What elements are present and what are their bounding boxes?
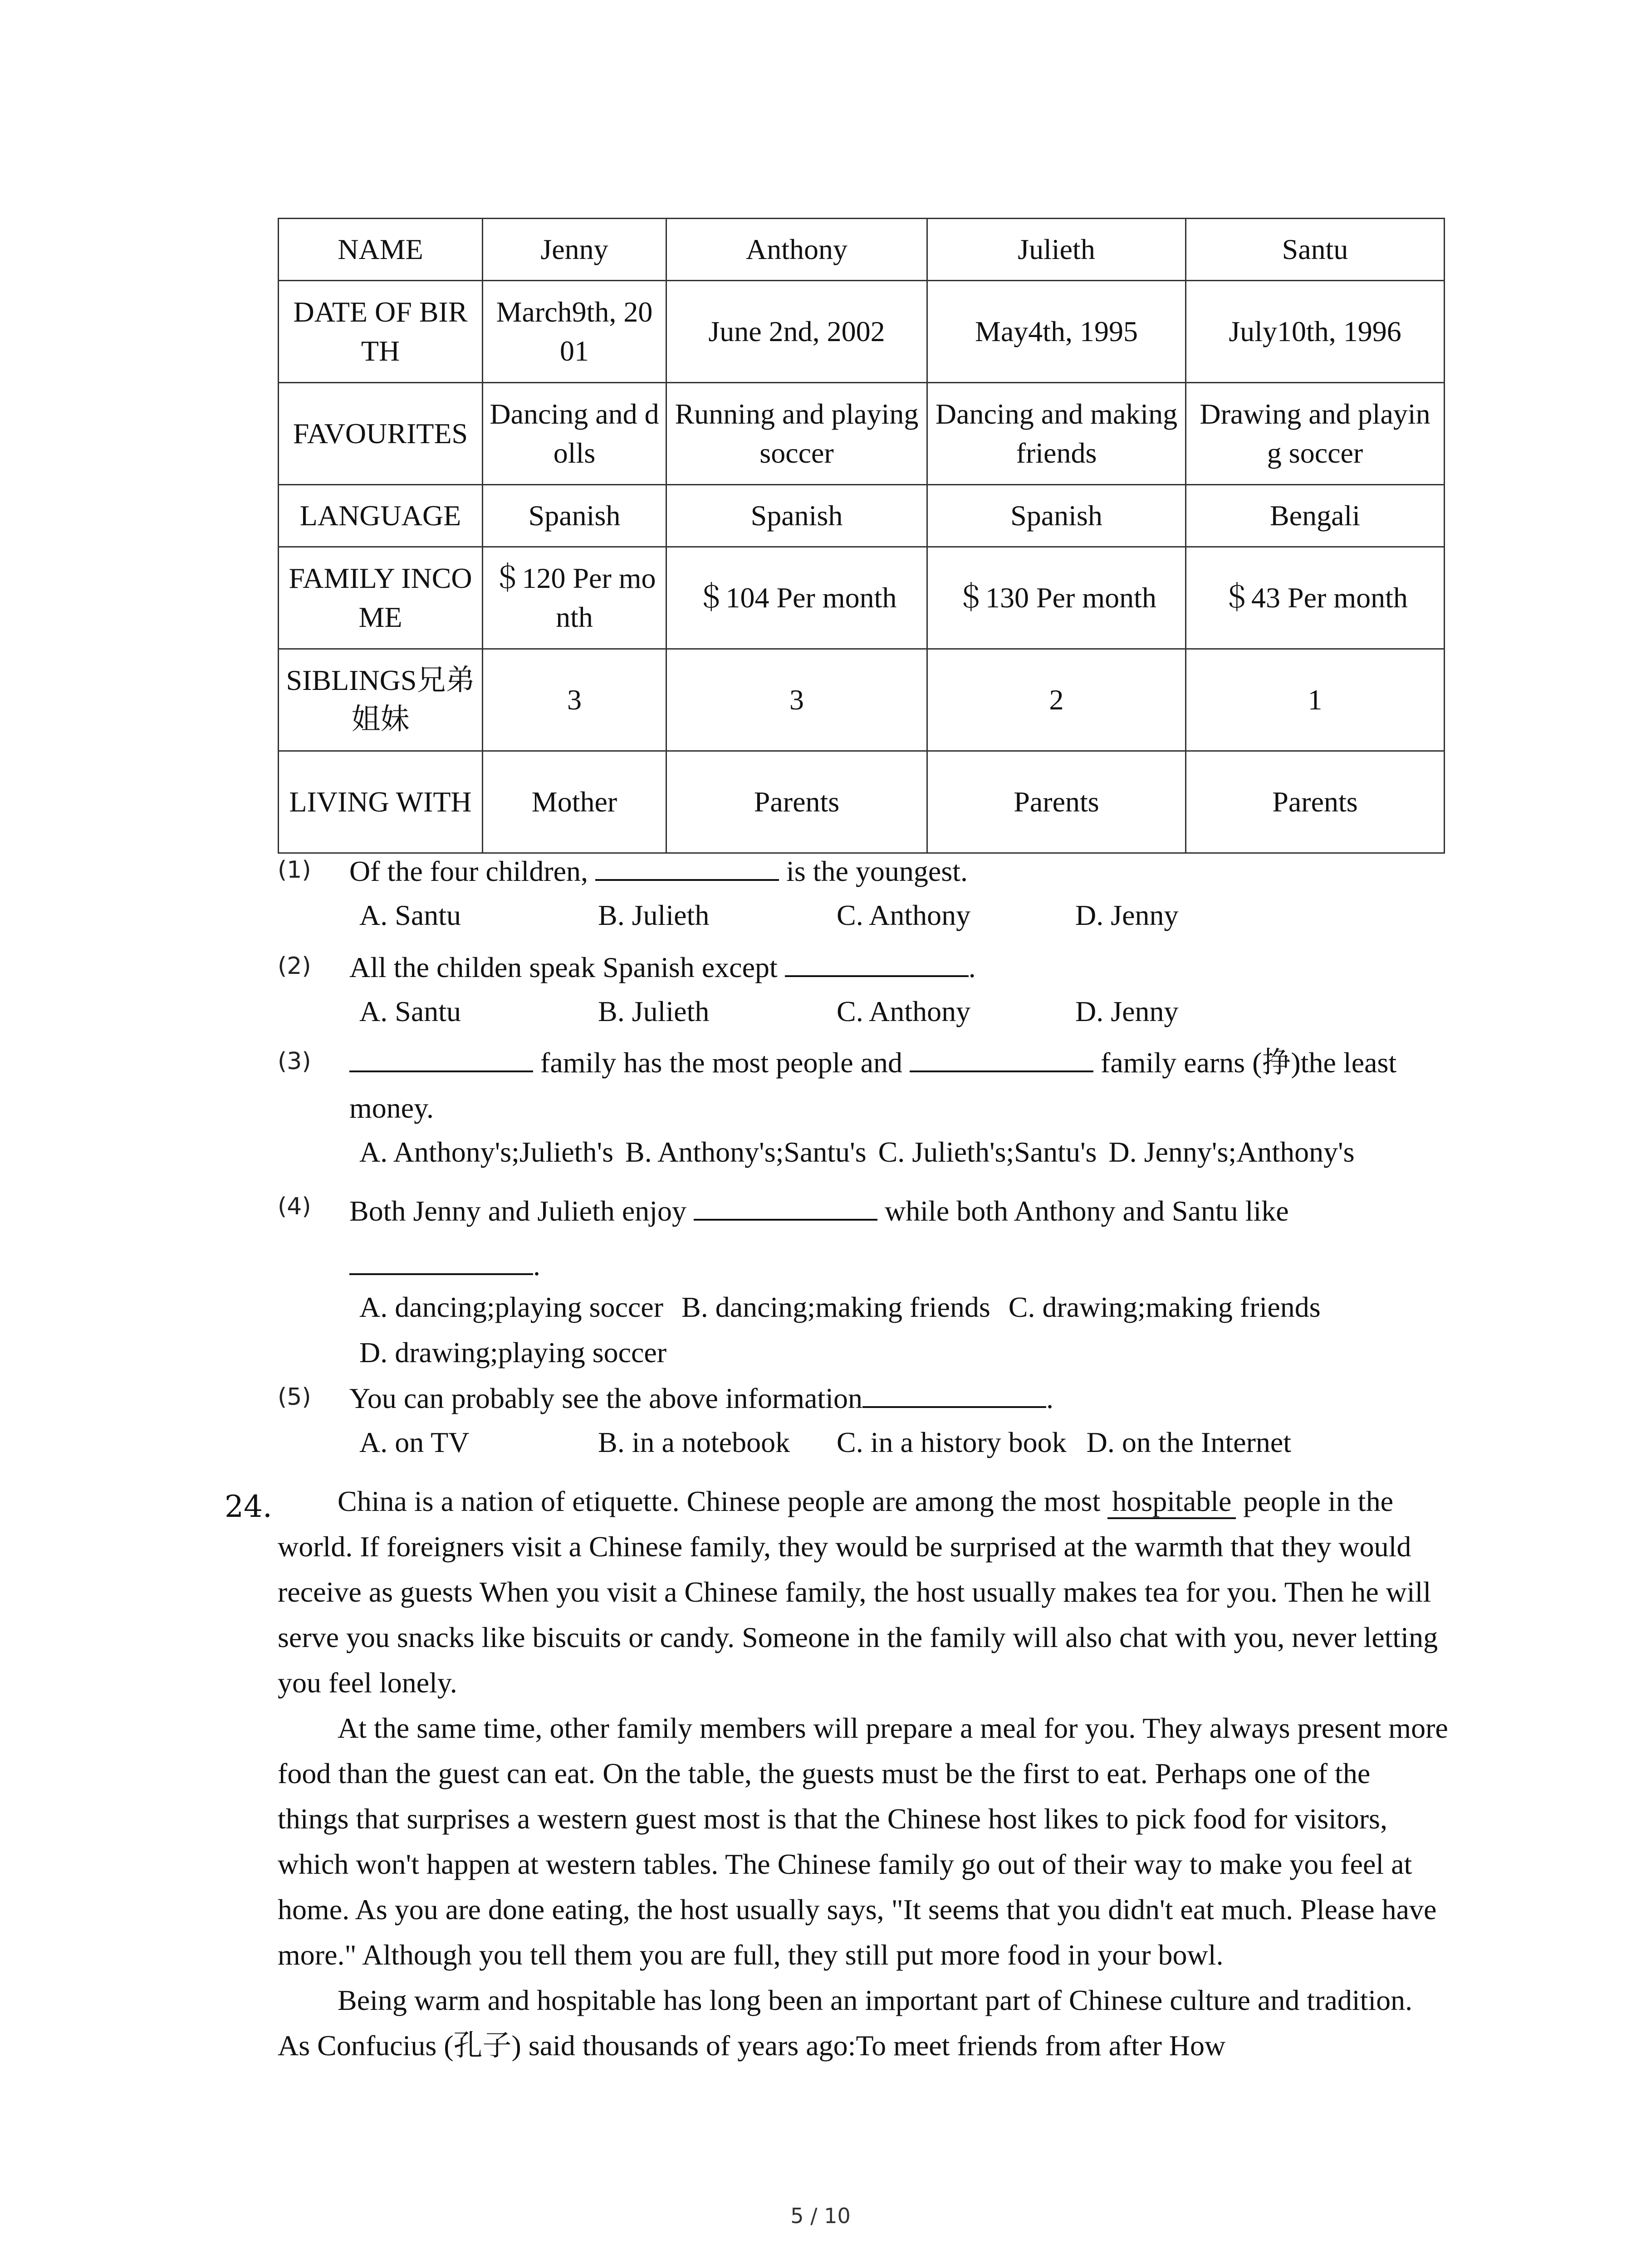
- option-a[interactable]: A. on TV: [359, 1426, 470, 1458]
- stem-text: is the youngest.: [786, 855, 968, 887]
- table-cell: Anthony: [666, 219, 927, 281]
- table-row: [279, 485, 1445, 547]
- paragraph-text: Being warm and hospitable has long been an important part of Chinese culture and tradition. As Confucius (孔子) said thousands of years ago:To meet friends from after How: [278, 1984, 1413, 2062]
- answer-blank[interactable]: [910, 1039, 1093, 1072]
- question-number: (1): [278, 856, 311, 884]
- option-c[interactable]: C. Julieth's;Santu's: [878, 1136, 1097, 1168]
- question-2: [278, 943, 1448, 1039]
- stem-text: .: [533, 1249, 540, 1281]
- option-d[interactable]: D. drawing;playing soccer: [359, 1336, 667, 1369]
- table-cell: Julieth: [927, 219, 1186, 281]
- option-b[interactable]: B. Julieth: [598, 995, 710, 1027]
- answer-blank[interactable]: [694, 1187, 877, 1221]
- table-cell: ＄120 Per month: [483, 547, 666, 649]
- options: [359, 1330, 666, 1375]
- stem-text: You can probably see the above information: [349, 1382, 862, 1414]
- highlighted-word: hospitable: [1107, 1485, 1236, 1519]
- options: [359, 1285, 1321, 1330]
- stem-text: .: [968, 951, 976, 983]
- answer-blank[interactable]: [785, 943, 969, 977]
- table-cell: DATE OF BIRTH: [279, 281, 483, 383]
- question-stem: [349, 847, 1448, 894]
- reading-passage: [278, 1479, 1448, 2068]
- answer-blank[interactable]: [349, 1242, 533, 1275]
- option-d[interactable]: D. Jenny's;Anthony's: [1108, 1136, 1355, 1168]
- table-cell: Drawing and playing soccer: [1186, 383, 1445, 485]
- option-c[interactable]: C. in a history book: [837, 1426, 1067, 1458]
- option-b[interactable]: B. in a notebook: [598, 1426, 790, 1458]
- paragraph-text: people in the world. If foreigners visit a Chinese family, they would be surprised at the warmth that they would receive as guests When you visit a Chinese family, the host usually makes tea for you. Then he will serve you snacks like biscuits or candy. Someone in the family will also chat with you, never letting you feel lonely.: [278, 1485, 1438, 1699]
- stem-text: All the childen speak Spanish except: [349, 951, 778, 983]
- table-cell: Dancing and dolls: [483, 383, 666, 485]
- table-cell: 1: [1186, 649, 1445, 751]
- table-row: [279, 219, 1445, 281]
- options: [359, 893, 1179, 938]
- answer-blank[interactable]: [862, 1374, 1046, 1408]
- options: [359, 1129, 1355, 1175]
- question-1: [278, 847, 1448, 943]
- paragraph-text: At the same time, other family members will prepare a meal for you. They always present more food than the guest can eat. On the table, the guests must be the first to eat. Perhaps one of the things that surprises a western guest most is that the Chinese host likes to pick food for visitors, which won't happen at western tables. The Chinese family go out of their way to make you feel at home. As you are done eating, the host usually says, "It seems that you didn't eat much. Please have more." Although you tell them you are full, they still put more food in your bowl.: [278, 1712, 1448, 1971]
- table-cell: June 2nd, 2002: [666, 281, 927, 383]
- option-a[interactable]: A. dancing;playing soccer: [359, 1291, 663, 1323]
- answer-blank[interactable]: [349, 1039, 533, 1072]
- paragraph-text: China is a nation of etiquette. Chinese people are among the most: [338, 1485, 1101, 1517]
- table-cell: Dancing and making friends: [927, 383, 1186, 485]
- options: [359, 1420, 1291, 1465]
- option-d[interactable]: D. Jenny: [1075, 899, 1179, 931]
- stem-text: while both Anthony and Santu like: [885, 1195, 1289, 1227]
- options: [359, 989, 1179, 1034]
- table-cell: Spanish: [927, 485, 1186, 547]
- passage-paragraph: [278, 1978, 1448, 2068]
- table-cell: NAME: [279, 219, 483, 281]
- table-cell: LANGUAGE: [279, 485, 483, 547]
- table-cell: ＄130 Per month: [927, 547, 1186, 649]
- children-info-table: [278, 218, 1445, 854]
- table-cell: March9th, 2001: [483, 281, 666, 383]
- question-5: [278, 1374, 1448, 1470]
- table-cell: May4th, 1995: [927, 281, 1186, 383]
- table-row: [279, 383, 1445, 485]
- option-b[interactable]: B. Julieth: [598, 899, 710, 931]
- question-number: (2): [278, 953, 311, 980]
- stem-text: .: [1046, 1382, 1053, 1414]
- question-stem: [349, 1184, 1448, 1293]
- table-cell: Santu: [1186, 219, 1445, 281]
- question-number: (5): [278, 1383, 311, 1411]
- question-stem: [349, 1039, 1448, 1131]
- stem-text: Of the four children,: [349, 855, 588, 887]
- question-4: [278, 1184, 1448, 1374]
- option-a[interactable]: A. Santu: [359, 899, 461, 931]
- stem-text: Both Jenny and Julieth enjoy: [349, 1195, 687, 1227]
- option-d[interactable]: D. on the Internet: [1086, 1426, 1292, 1458]
- stem-text: family earns (挣)the least: [1101, 1046, 1397, 1079]
- table-cell: Mother: [483, 751, 666, 853]
- option-a[interactable]: A. Santu: [359, 995, 461, 1027]
- table-cell: Parents: [666, 751, 927, 853]
- question-3: [278, 1039, 1448, 1184]
- stem-text: family has the most people and: [540, 1046, 903, 1079]
- table-cell: Spanish: [483, 485, 666, 547]
- table-cell: FAMILY INCOME: [279, 547, 483, 649]
- option-b[interactable]: B. Anthony's;Santu's: [625, 1136, 867, 1168]
- passage-paragraph: [278, 1706, 1448, 1978]
- table-cell: Running and playing soccer: [666, 383, 927, 485]
- table-row: [279, 649, 1445, 751]
- question-stem: [349, 1374, 1448, 1421]
- option-c[interactable]: C. drawing;making friends: [1008, 1291, 1321, 1323]
- option-b[interactable]: B. dancing;making friends: [681, 1291, 990, 1323]
- table-cell: SIBLINGS兄弟姐妹: [279, 649, 483, 751]
- option-c[interactable]: C. Anthony: [837, 995, 971, 1027]
- question-stem: [349, 943, 1448, 990]
- passage-paragraph: [278, 1479, 1448, 1706]
- question-number: 24.: [225, 1489, 272, 1524]
- table-cell: Jenny: [483, 219, 666, 281]
- table-cell: 3: [666, 649, 927, 751]
- table-cell: LIVING WITH: [279, 751, 483, 853]
- stem-text: money.: [349, 1092, 434, 1124]
- option-d[interactable]: D. Jenny: [1075, 995, 1179, 1027]
- table-cell: Spanish: [666, 485, 927, 547]
- question-number: (3): [278, 1048, 311, 1075]
- table-row: [279, 281, 1445, 383]
- table-row: [279, 751, 1445, 853]
- option-a[interactable]: A. Anthony's;Julieth's: [359, 1136, 613, 1168]
- table-cell: Parents: [1186, 751, 1445, 853]
- table-cell: ＄43 Per month: [1186, 547, 1445, 649]
- table-cell: Bengali: [1186, 485, 1445, 547]
- table-cell: Parents: [927, 751, 1186, 853]
- answer-blank[interactable]: [595, 847, 779, 881]
- page-number: 5 / 10: [790, 2204, 851, 2228]
- table-cell: July10th, 1996: [1186, 281, 1445, 383]
- table-cell: FAVOURITES: [279, 383, 483, 485]
- option-c[interactable]: C. Anthony: [837, 899, 971, 931]
- table-row: [279, 547, 1445, 649]
- question-number: (4): [278, 1193, 311, 1220]
- table-cell: 3: [483, 649, 666, 751]
- table-cell: 2: [927, 649, 1186, 751]
- table-cell: ＄104 Per month: [666, 547, 927, 649]
